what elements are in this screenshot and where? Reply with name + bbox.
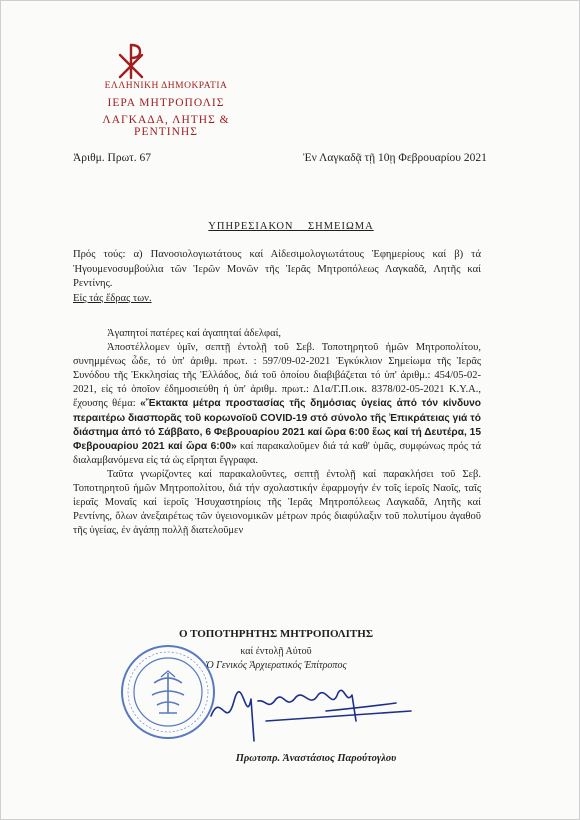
by-order-line: καί ἐντολῇ Αὐτοῦ: [240, 646, 312, 657]
header-metropolis: ΙΕΡΑ ΜΗΤΡΟΠΟΛΙΣ: [107, 97, 225, 109]
paragraph-1: [73, 341, 481, 468]
paragraph-1-end: καί παρακαλοῦμεν διά τά καθ' ὑμᾶς, συμφώνως πρός τά διαλαμβανόμενα εἰς τά ὡς εἴρηται ἔγγραφα.: [73, 440, 481, 466]
paragraph-2: Ταῦτα γνωρίζοντες καί παρακαλοῦντες, σεπτῇ ἐντολῇ καί παρακλήσει τοῦ Σεβ. Τοποτηρητοῦ ἡμῶν Μητροπολίτου, διά τήν σχολαστικήν ἐφαρμογήν ἐν τοῖς ἱεροῖς Ναοῖς, ταῖς ἱεραῖς Μοναῖς καί ἱεροῖς Ἡσυχαστηρίοις τῆς Ἱερᾶς Μητροπόλεως Λαγκαδᾶ, Λητῆς καί Ρεντίνης, ὅλων ἀνεξαιρέτως τῶν ὑγειονομικῶν μέτρων πρός διαφύλαξιν τοῦ πολυτίμου ἀγαθοῦ τῆς ὑγείας, ἐν ἀγάπῃ πολλῇ διατελοῦμεν: [73, 468, 481, 537]
greeting: Ἀγαπητοί πατέρες καί ἀγαπηταί ἀδελφαί,: [107, 328, 282, 339]
recipients-block: [73, 248, 481, 306]
recipients-seats: Εἰς τάς ἕδρας των.: [73, 292, 152, 304]
letter-body: [73, 327, 481, 538]
chi-rho-emblem-icon: [113, 41, 149, 81]
handwritten-signature-icon: [206, 671, 421, 751]
signatory-title: Ο ΤΟΠΟΤΗΡΗΤΗΣ ΜΗΤΡΟΠΟΛΙΤΗΣ: [178, 628, 374, 640]
document-title: ΥΠΗΡΕΣΙΑΚΟΝ ΣΗΜΕΙΩΜΑ: [208, 221, 374, 232]
paragraph-1-subject: «Ἔκτακτα μέτρα προστασίας τῆς δημόσιας ὑγείας ἀπό τόν κίνδυνο περαιτέρω διασπορᾶς τοῦ κορωνοϊοῦ COVID-19 στό σύνολο τῆς Ἐπικράτειας γιά τό διάστημα ἀπό τό Σάββατο, 6 Φεβρουαρίου 2021 καί ὥρα 6:00 ἕως καί τή Δευτέρα, 15 Φεβρουαρίου 2021 καί ὥρα 6:00»: [73, 398, 481, 452]
paragraph-1-start: Ἀποστέλλομεν ὑμῖν, σεπτῇ ἐντολῇ τοῦ Σεβ. Τοποτηρητοῦ ἡμῶν Μητροπολίτου, συνημμένως ὧδε, τό ὑπ' ἀριθμ. πρωτ. : 597/09-02-2021 Ἐγκύκλιον Σημείωμα τῆς Ἱερᾶς Συνόδου τῆς Ἐκκλησίας τῆς Ἑλλάδος, διά τοῦ ὁποίου διαβιβάζεται τό ὑπ' ἀριθμ.: 454/05-02-2021, εἰς τό ὁποῖον ἐδημοσιεύθη ἡ ὑπ' ἀριθμ. πρωτ.: Δ1α/Γ.Π.οικ. 8378/02-05-2021 Κ.Υ.Α., ἔχουσης θέμα:: [73, 342, 481, 410]
recipients-text: Πρός τούς: α) Πανοσιολογιωτάτους καί Αἰδεσιμολογιωτάτους Ἐφημερίους καί β) τά Ἡγουμενοσυμβούλια τῶν Ἱερῶν Μονῶν τῆς Ἱερᾶς Μητροπόλεως Λαγκαδᾶ, Λητῆς καί Ρεντίνης.: [73, 249, 481, 289]
signatory-role: Ὁ Γενικός Ἀρχιερατικός Ἐπίτροπος: [205, 660, 347, 671]
place-date: Ἐν Λαγκαδᾷ τῇ 10ῃ Φεβρουαρίου 2021: [303, 152, 487, 164]
header-region: ΛΑΓΚΑΔΑ, ΛΗΤΗΣ & ΡΕΝΤΙΝΗΣ: [102, 114, 230, 138]
header-country: ΕΛΛΗΝΙΚΗ ΔΗΜΟΚΡΑΤΙΑ: [104, 81, 228, 91]
protocol-number: Ἀριθμ. Πρωτ. 67: [73, 152, 152, 164]
official-seal-stamp: [119, 643, 217, 741]
signatory-name: Πρωτοπρ. Ἀναστάσιος Παρούτογλου: [235, 753, 397, 764]
